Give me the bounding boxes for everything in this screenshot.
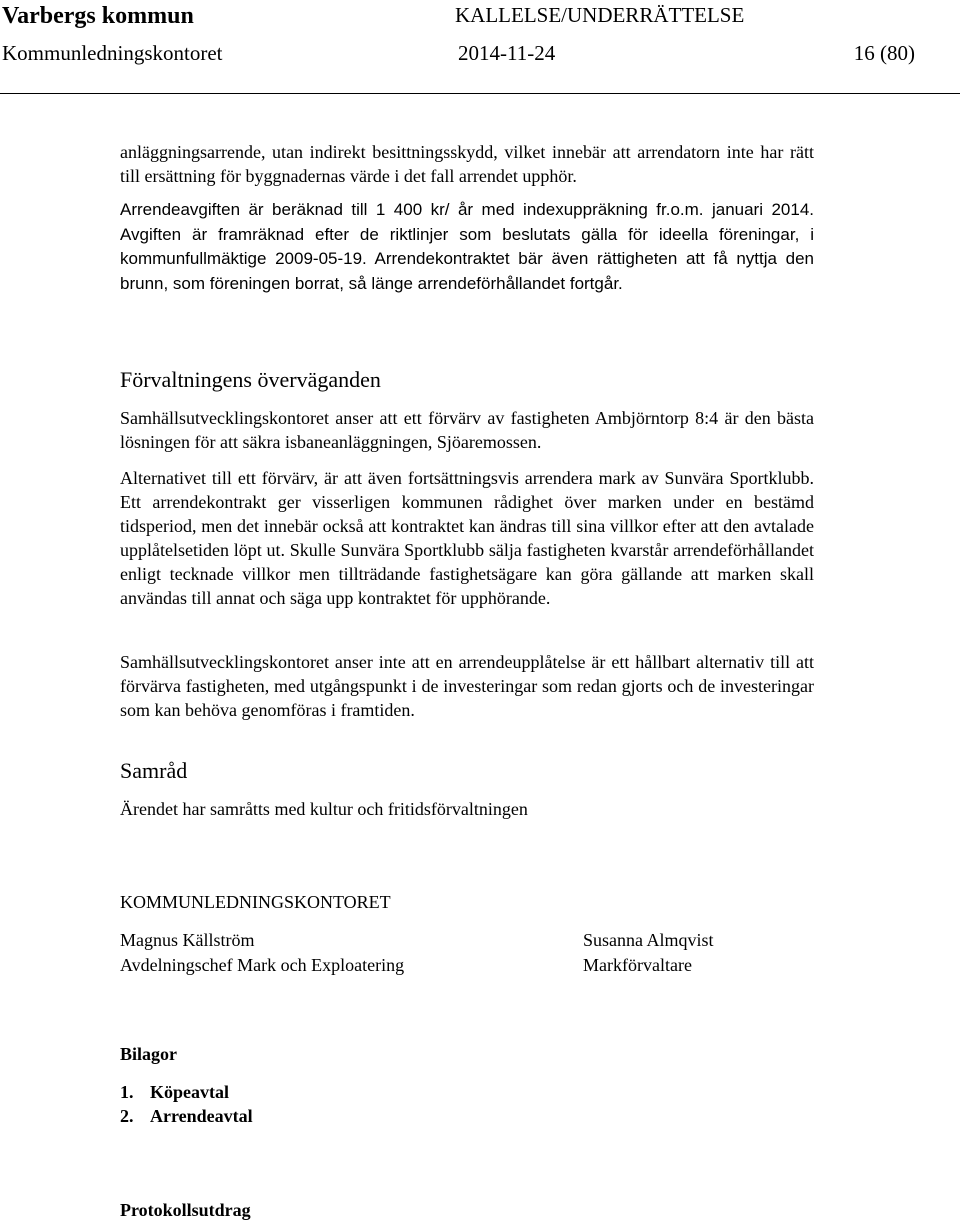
list-item-label: Köpeavtal — [150, 1082, 229, 1102]
forvaltning-paragraph-3: Samhällsutvecklingskontoret anser inte att en arrendeupplåtelse är ett hållbart alternativ till att förvärva fastigheten, med utgångspunkt i de investeringar som redan gjorts och de investeringar som kan behöva genomföras i framtiden. — [120, 652, 814, 720]
forvaltning-paragraph-2: Alternativet till ett förvärv, är att även fortsättningsvis arrendera mark av Sunvära Sportklubb. Ett arrendekontrakt ger visserligen kommunen rådighet över marken under en bestämd tidsperiod, men det innebär också att kontraktet kan ändras till sina villkor efter att den avtalade upplåtelsetiden löpt ut. Skulle Sunvära Sportklubb sälja fastigheten kvarstår arrendeförhållandet enligt tecknade villkor men tillträdande fastighetsägare kan göra gällande att marken skall användas till annat och säga upp kontraktet för upphörande. — [120, 468, 814, 608]
header-divider — [0, 93, 960, 94]
header-organization: Varbergs kommun — [2, 3, 194, 29]
signature-right-name: Susanna Almqvist — [583, 930, 714, 950]
section-heading-forvaltning: Förvaltningens överväganden — [120, 367, 381, 392]
section-heading-samrad: Samråd — [120, 758, 188, 783]
attachments-heading: Bilagor — [120, 1044, 177, 1064]
signature-left-name: Magnus Källström — [120, 930, 255, 950]
attachments-list — [120, 1080, 253, 1128]
intro-paragraph-1: anläggningsarrende, utan indirekt besittningsskydd, vilket innebär att arrendatorn inte har rätt till ersättning för byggnadernas värde i det fall arrendet upphör. — [120, 142, 814, 186]
signature-office: KOMMUNLEDNINGSKONTORET — [120, 892, 391, 912]
list-item — [120, 1080, 253, 1104]
protokollsutdrag-heading: Protokollsutdrag — [120, 1200, 251, 1220]
header-department: Kommunledningskontoret — [2, 41, 223, 65]
signature-left-title: Avdelningschef Mark och Exploatering — [120, 955, 405, 975]
samrad-text: Ärendet har samråtts med kultur och fritidsförvaltningen — [120, 799, 528, 819]
list-item-label: Arrendeavtal — [150, 1106, 253, 1126]
header-page-number: 16 (80) — [853, 41, 915, 65]
list-item-number: 1. — [120, 1082, 134, 1102]
forvaltning-paragraph-1: Samhällsutvecklingskontoret anser att ett förvärv av fastigheten Ambjörntorp 8:4 är den bästa lösningen för att säkra isbaneanläggningen, Sjöaremossen. — [120, 408, 814, 452]
header-document-type: KALLELSE/UNDERRÄTTELSE — [455, 3, 745, 27]
list-item — [120, 1104, 253, 1128]
intro-paragraph-2: Arrendeavgiften är beräknad till 1 400 kr/ år med indexuppräkning fr.o.m. januari 2014. Avgiften är framräknad efter de riktlinjer som beslutats gälla för ideella föreningar, i kommunfullmäktige 2009-05-19. Arrendekontraktet bär även rättigheten att få nyttja den brunn, som föreningen borrat, så länge arrendeförhållandet fortgår. — [120, 200, 814, 293]
signature-right-title: Markförvaltare — [583, 955, 692, 975]
list-item-number: 2. — [120, 1106, 134, 1126]
header-date: 2014-11-24 — [458, 41, 556, 65]
